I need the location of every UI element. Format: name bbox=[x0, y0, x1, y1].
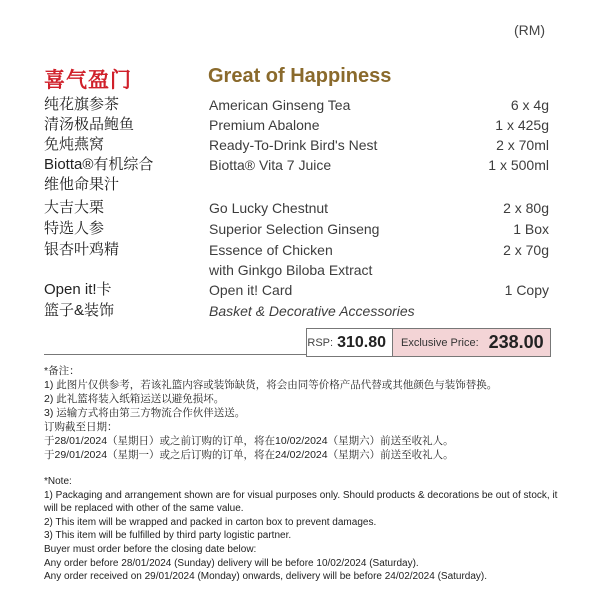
item-quantity: 1 x 500ml bbox=[488, 157, 549, 173]
title-chinese: 喜气盈门 bbox=[44, 69, 132, 92]
exclusive-price bbox=[393, 329, 550, 356]
note-line: 1) Packaging and arrangement shown are for visual purposes only. Should products & decorations be out of stock, it will be replaced with other of the same value. bbox=[44, 489, 558, 515]
note-line: *Note: bbox=[44, 476, 72, 487]
note-line: Any order before 28/01/2024 (Sunday) delivery will be before 10/02/2024 (Saturday). bbox=[44, 557, 419, 569]
rsp-label: RSP: bbox=[307, 336, 334, 349]
item-name-cn-line1: Biotta®有机综合 bbox=[44, 156, 154, 173]
item-quantity: 2 x 80g bbox=[503, 200, 549, 216]
item-name-en: Ready-To-Drink Bird's Nest bbox=[209, 137, 378, 153]
item-name-cn: 银杏叶鸡精 bbox=[44, 241, 120, 258]
list-item bbox=[44, 301, 549, 322]
currency-label: (RM) bbox=[514, 22, 546, 38]
divider-line bbox=[44, 354, 306, 355]
price-bar bbox=[306, 328, 551, 357]
item-name-en: Biotta® Vita 7 Juice bbox=[209, 157, 332, 173]
exclusive-price-value: 238.00 bbox=[488, 332, 544, 352]
item-name-cn-line2: 维他命果汁 bbox=[44, 176, 120, 193]
rsp-price bbox=[307, 329, 393, 356]
item-quantity: 1 Copy bbox=[504, 282, 549, 298]
item-name-cn: 纯花旗参茶 bbox=[44, 96, 120, 113]
item-name-en: Go Lucky Chestnut bbox=[209, 200, 329, 216]
note-line: 3) This item will be fulfilled by third party logistic partner. bbox=[44, 530, 292, 542]
item-quantity: 6 x 4g bbox=[510, 97, 549, 113]
item-name-en-line2: with Ginkgo Biloba Extract bbox=[209, 262, 373, 278]
item-name-cn: 清汤极品鲍鱼 bbox=[44, 116, 135, 133]
note-line: 订购截至日期： bbox=[44, 421, 118, 433]
note-line: 1) 此图片仅供参考，若该礼篮内容或装饰缺货，将会由同等价格产品代替或其他颜色与装饰替换。 bbox=[44, 379, 498, 391]
item-name-en: American Ginseng Tea bbox=[209, 97, 351, 113]
item-quantity: 2 x 70g bbox=[503, 242, 549, 258]
note-line: 2) This item will be wrapped and packed in carton box to prevent damages. bbox=[44, 516, 377, 528]
notes-english bbox=[44, 475, 564, 584]
note-line: Buyer must order before the closing date below: bbox=[44, 543, 257, 555]
list-item bbox=[44, 135, 549, 155]
item-name-cn: 特选人参 bbox=[44, 220, 105, 237]
note-line: *备注： bbox=[44, 365, 80, 377]
item-name-cn: Open it!卡 bbox=[44, 281, 112, 298]
item-quantity: 2 x 70ml bbox=[496, 137, 549, 153]
list-item bbox=[44, 219, 549, 240]
item-name-cn: 大吉大栗 bbox=[44, 199, 105, 216]
list-item bbox=[44, 280, 549, 301]
item-name-cn: 篮子&装饰 bbox=[44, 302, 115, 319]
item-name-en: Open it! Card bbox=[209, 282, 293, 298]
rsp-value: 310.80 bbox=[337, 333, 386, 351]
item-name-cn: 免炖燕窝 bbox=[44, 136, 105, 153]
item-quantity: 1 x 425g bbox=[495, 117, 549, 133]
title-english: Great of Happiness bbox=[208, 65, 392, 87]
list-item bbox=[44, 115, 549, 135]
list-item bbox=[44, 155, 549, 198]
exclusive-price-label: Exclusive Price: bbox=[401, 336, 479, 349]
item-name-en: Basket & Decorative Accessories bbox=[209, 303, 415, 319]
note-line: 于29/01/2024（星期一）或之后订购的订单，将在24/02/2024（星期六）前送至收礼人。 bbox=[44, 449, 454, 461]
item-list bbox=[44, 95, 549, 322]
note-line: 2) 此礼篮将装入纸箱运送以避免损坏。 bbox=[44, 393, 225, 405]
item-name-en: Premium Abalone bbox=[209, 117, 320, 133]
item-name-en bbox=[209, 240, 459, 280]
item-name-cn bbox=[44, 155, 204, 195]
item-quantity: 1 Box bbox=[513, 221, 549, 237]
note-line: 于28/01/2024（星期日）或之前订购的订单，将在10/02/2024（星期六）前送至收礼人。 bbox=[44, 435, 454, 447]
notes-chinese bbox=[44, 364, 564, 462]
list-item bbox=[44, 198, 549, 219]
list-item bbox=[44, 240, 549, 280]
note-line: Any order received on 29/01/2024 (Monday) onwards, delivery will be before 24/02/2024 (Saturday). bbox=[44, 571, 488, 583]
note-line: 3) 运输方式将由第三方物流合作伙伴送送。 bbox=[44, 407, 246, 419]
item-name-en: Superior Selection Ginseng bbox=[209, 221, 380, 237]
list-item bbox=[44, 95, 549, 115]
item-name-en-line1: Essence of Chicken bbox=[209, 242, 333, 258]
